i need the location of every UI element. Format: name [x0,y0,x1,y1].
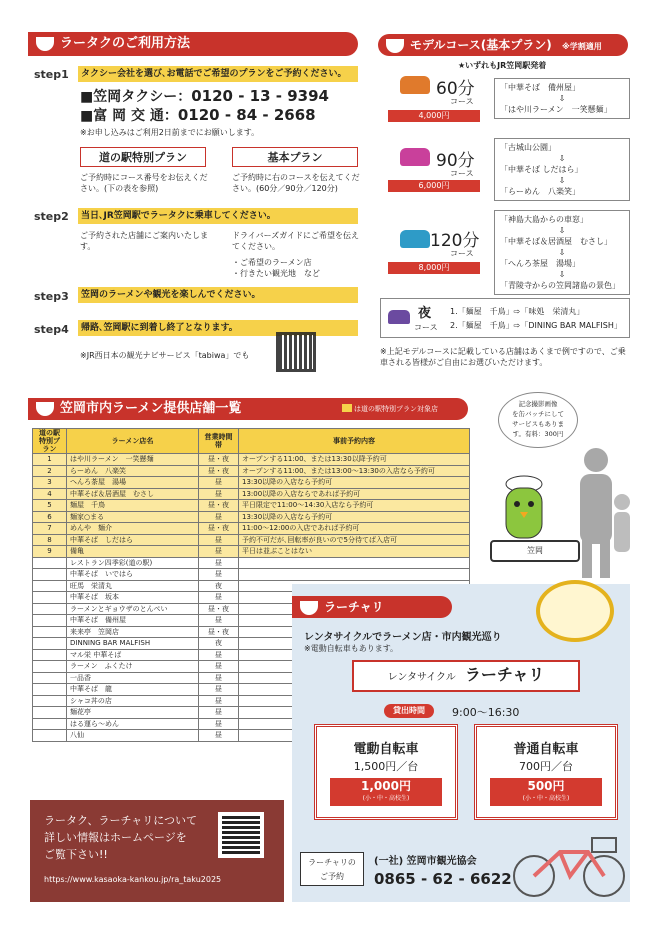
step4-text: 帰路､笠岡駅に到着し終了となります。 [78,320,358,336]
shop-name: はや川ラーメン 一笑懸麺 [67,454,199,466]
header-name: ラーメン店名 [67,429,199,454]
step2-left: ご予約された店舗にご案内いたします。 [80,231,208,251]
tomioka-tel[interactable]: 0120 - 84 - 2668 [177,106,316,124]
shop-name: 中華そば 坂本 [67,592,199,604]
night-taxi-icon [388,310,410,324]
taxi-icon [400,76,430,94]
shop-hours: 昼 [199,615,239,627]
plan-number [33,684,67,696]
night-line-2: 2.「麺屋 千鳥」⇨「DINING BAR MALFISH」 [450,321,622,330]
plan-number: 5 [33,500,67,512]
header-reservation: 事前予約内容 [239,429,470,454]
taxi-icon [400,148,430,166]
plan-number: 3 [33,477,67,489]
plan-number [33,615,67,627]
plan-number: 7 [33,523,67,535]
shop-name: レストラン四季彩(道の駅) [67,557,199,569]
course-90-unit: コース [450,169,474,178]
chari-note: ※電動自転車もあります。 [304,644,399,653]
plan-number: 1 [33,454,67,466]
shop-name: 中華そば 龍 [67,684,199,696]
plan-number [33,695,67,707]
reservation-info: 平日限定で11:00〜14:30入店なら予約可 [239,500,470,512]
course-90-stops: 「古城山公園」 ⇩ 「中華そば しだはら」 ⇩ 「らーめん 八楽笑」 [494,138,630,201]
plan-number [33,569,67,581]
plan-number: 2 [33,465,67,477]
plan-number [33,661,67,673]
shop-hours: 昼 [199,488,239,500]
course-60-unit: コース [450,97,474,106]
shop-hours: 昼・夜 [199,603,239,615]
shop-hours: 昼 [199,569,239,581]
shop-name: 麺花亭 [67,707,199,719]
shop-hours: 昼・夜 [199,465,239,477]
tomioka-taxi: ■富 岡 交 通：0120 - 84 - 2668 [80,106,316,124]
reservation-org: (一社) 笠岡市観光協会 [374,856,477,867]
reservation-info [239,569,470,581]
plan-number [33,718,67,730]
shop-hours: 夜 [199,638,239,650]
model-title: モデルコース(基本プラン) ※学割適用 [378,34,628,56]
info-qr-code[interactable] [218,812,264,858]
taxi-icon [400,230,430,248]
list-title: 笠岡市内ラーメン提供店舗一覧 [28,398,468,420]
shop-hours: 昼・夜 [199,500,239,512]
header-plan: 道の駅特別プラン [33,429,67,454]
course-120-time: 120分 [430,231,480,251]
bicycle-icon [510,830,628,900]
table-row [33,534,470,546]
shop-name: DINNING BAR MALFISH [67,638,199,650]
plan-number [33,592,67,604]
shop-hours: 昼 [199,718,239,730]
plan-number: 6 [33,511,67,523]
step2-label: step2 [34,210,69,223]
bicycle-illustration [510,830,628,900]
shop-hours: 昼 [199,477,239,489]
info-line-1: ラータク、ラーチャリについて [44,814,198,827]
course-120-unit: コース [450,249,474,258]
shop-hours: 昼 [199,730,239,742]
shop-hours: 昼 [199,695,239,707]
plan-number [33,603,67,615]
legend-text: は道の駅特別プラン対象店 [354,405,438,413]
plan-b-title: 基本プラン [232,147,358,167]
shop-hours: 昼 [199,592,239,604]
shop-name: 一品香 [67,672,199,684]
plan-number: 8 [33,534,67,546]
shop-name: シャコ丼の店 [67,695,199,707]
plan-number [33,580,67,592]
model-note: ※上記モデルコースに記載している店舗はあくまで例ですので、ご乗車される皆様がご自由にお選びいただけます。 [380,347,626,367]
table-row [33,523,470,535]
chari-title: ラーチャリ [292,596,452,618]
table-row [33,465,470,477]
shop-name: 中華そば＆居酒屋 むさし [67,488,199,500]
plan-number [33,626,67,638]
reservation-info: 平日は並ぶことはない [239,546,470,558]
info-url[interactable]: https://www.kasaoka-kankou.jp/ra_taku2025 [44,875,222,884]
shop-hours: 昼 [199,672,239,684]
night-line-1: 1.「麺屋 千鳥」⇨「味処 栄清丸」 [450,307,585,316]
course-60-stops: 「中華そば 備州屋」 ⇩ 「はや川ラーメン 一笑懸麺」 [494,78,630,119]
electric-bike-price: 1,500円／台 [353,760,419,773]
step4-label: step4 [34,323,69,336]
plan-number [33,557,67,569]
shop-name: マル栄 中華そば [67,649,199,661]
shop-name: へんろ茶屋 湯場 [67,477,199,489]
shop-name: 中華そば いではら [67,569,199,581]
hours-label: 貸出時間 [384,704,434,718]
normal-bike-student-price: 500円 (小・中・高校生) [490,778,602,806]
step1-text: タクシー会社を選び､お電話でご希望のプランをご予約ください。 [78,66,358,82]
step2-bullet-1: ・ご希望のラーメン店 [232,258,312,267]
step1-label: step1 [34,68,69,81]
kasaoka-taxi: ■笠岡タクシー：0120 - 13 - 9394 [80,87,329,105]
shop-hours: 昼 [199,511,239,523]
course-90-time: 90分 [436,151,475,171]
ramen-bowl-icon [386,39,404,53]
table-row [33,569,470,581]
plan-b-desc: ご予約時に右のコースを伝えてください。(60分／90分／120分) [232,173,360,193]
shop-name: ラーメンとギョウザのとんぺい [67,603,199,615]
mascot-character [492,470,556,550]
chari-subtitle: レンタサイクルでラーメン店・市内観光巡り [304,632,502,643]
table-row [33,454,470,466]
table-row [33,477,470,489]
reservation-info: オープンする11:00、または13:00〜13:30の入店なら予約可 [239,465,470,477]
table-row [33,557,470,569]
step1-note: ※お申し込みはご利用2日前までにお願いします。 [80,128,260,137]
reservation-info: 13:30以降の入店なら予約可 [239,511,470,523]
legend-swatch [342,404,352,412]
reservation-info: オープンする11:00、または13:30以降予約可 [239,454,470,466]
step4-note: ※JR西日本の観光ナビサービス「tabiwa」でも [80,351,250,360]
shop-hours: 昼 [199,684,239,696]
shop-name: 備亀 [67,546,199,558]
table-row [33,511,470,523]
course-120-price: 8,000円 [388,262,480,274]
step3-label: step3 [34,290,69,303]
shop-hours: 昼 [199,649,239,661]
header-hours: 営業時間帯 [199,429,239,454]
reservation-info: 13:00以降の入店ならであれば予約可 [239,488,470,500]
night-label: 夜 [418,306,432,321]
reservation-label: ラーチャリの ご予約 [300,852,364,886]
shop-name: めんや 麺介 [67,523,199,535]
shop-hours: 昼 [199,546,239,558]
model-subtitle: ★いずれもJR笠岡駅発着 [458,61,547,70]
course-60-price: 4,000円 [388,110,480,122]
shop-hours: 昼 [199,707,239,719]
reservation-info: 11:00〜12:00の入店であれば予約可 [239,523,470,535]
plan-number: 9 [33,546,67,558]
badge-sign: 笠岡 [490,540,580,562]
shop-hours: 昼 [199,557,239,569]
table-row [33,546,470,558]
plan-number [33,638,67,650]
shop-name: はる運ら〜めん [67,718,199,730]
chari-stamp [536,580,614,642]
step2-text: 当日､JR笠岡駅でラータクに乗車してください。 [78,208,358,224]
electric-bike-student-price: 1,000円 (小・中・高校生) [330,778,442,806]
hours-value: 9:00〜16:30 [452,706,520,719]
table-row [33,500,470,512]
reservation-info: 13:30以降の入店なら予約可 [239,477,470,489]
shop-hours: 昼 [199,661,239,673]
normal-bike-title: 普通自転車 [513,742,579,757]
shop-hours: 昼・夜 [199,454,239,466]
reservation-info: 予約不可だが､回転率が良いので5分待てば入店可 [239,534,470,546]
shop-name: 麺屋 千鳥 [67,500,199,512]
kasaoka-tel[interactable]: 0120 - 13 - 9394 [191,87,329,105]
table-row [33,488,470,500]
shop-name: 来来亭 笠岡店 [67,626,199,638]
shop-name: 旺馬 栄清丸 [67,580,199,592]
electric-bike-title: 電動自転車 [353,742,419,757]
shop-name: 八仙 [67,730,199,742]
plan-a-title: 道の駅特別プラン [80,147,206,167]
tabiwa-qr-code[interactable] [276,332,316,372]
plan-number: 4 [33,488,67,500]
usage-title: ラータクのご利用方法 [28,32,358,56]
ramen-bowl-icon [36,37,54,51]
step2-right: ドライバーズガイドにご希望を伝えてください。 [232,231,359,251]
course-90-price: 6,000円 [388,180,480,192]
course-60-time: 60分 [436,79,475,99]
reservation-tel[interactable]: 0865 - 62 - 6622 [374,870,512,888]
ramen-bowl-icon [36,402,54,416]
chari-banner: レンタサイクル ラーチャリ [352,660,580,692]
normal-bike-price: 700円／台 [519,760,573,773]
plan-number [33,730,67,742]
shop-name: 中華そば しだはら [67,534,199,546]
reservation-info [239,557,470,569]
night-unit: コース [414,323,438,332]
mascot-icon [492,470,556,550]
step3-text: 笠岡のラーメンや観光を楽しんでください。 [78,287,358,303]
course-120-stops: 「神島大島からの車窓」 ⇩ 「中華そば＆居酒屋 むさし」 ⇩ 「へんろ茶屋 湯場」 ⇩ 「青陵寺からの笠岡諸島の景色」 [494,210,630,295]
info-line-3: ご覧下さい!! [44,848,108,861]
ramen-bowl-icon [300,601,318,615]
shop-hours: 昼・夜 [199,626,239,638]
plan-a-desc: ご予約時にコース番号をお伝えください。(下の表を参照) [80,173,208,193]
info-line-2: 詳しい情報はホームページを [44,831,187,844]
shop-hours: 昼 [199,534,239,546]
shop-hours: 夜 [199,580,239,592]
plan-number [33,649,67,661]
shop-name: らーめん 八楽笑 [67,465,199,477]
plan-number [33,707,67,719]
badge-bubble: 記念撮影画像 を缶バッチにして サービスもありま す。有料：300円 [498,392,578,448]
plan-number [33,672,67,684]
shop-name: ラーメン ふくたけ [67,661,199,673]
shop-name: 麺家○まる [67,511,199,523]
shop-name: 中華そば 備州屋 [67,615,199,627]
step2-bullet-2: ・行きたい観光地 など [232,269,320,278]
shop-hours: 昼・夜 [199,523,239,535]
